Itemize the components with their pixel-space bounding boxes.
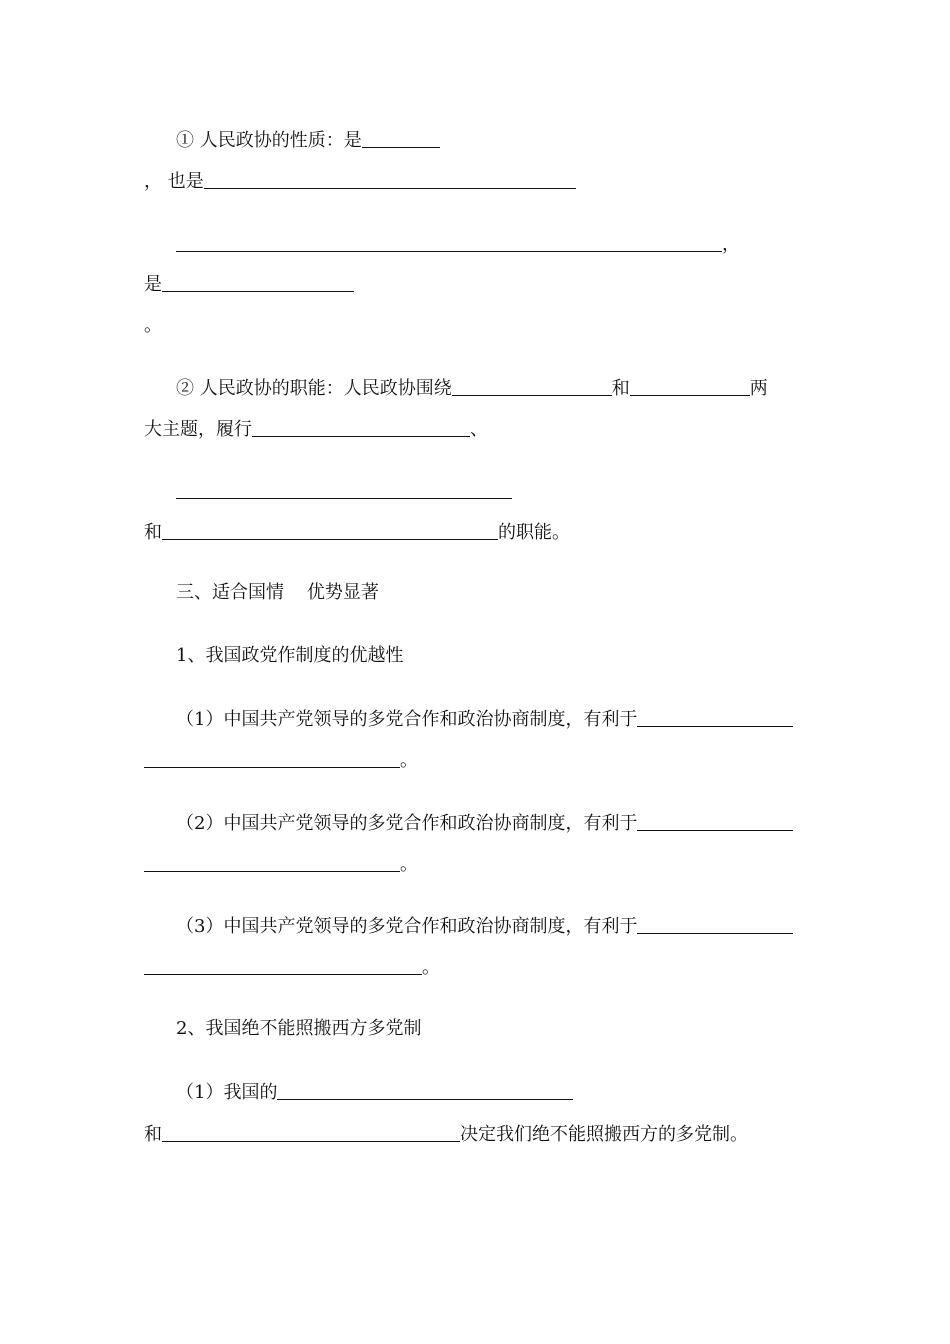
item-prefix: （1）中国共产党领导的多党合作和政治协商制度，有利于: [176, 709, 638, 730]
sub2-item1-line2: [144, 1121, 748, 1147]
period-text: 。: [400, 854, 418, 875]
functions-end-text: 的职能。: [498, 522, 570, 543]
blank-field[interactable]: [637, 706, 793, 727]
functions-label: ② 人民政协的职能：人民政协围绕: [176, 378, 452, 399]
sub2-end-text: 决定我们绝不能照搬西方的多党制。: [460, 1124, 748, 1145]
and-text: 和: [144, 1124, 162, 1145]
nature-line-2: [144, 168, 576, 194]
blank-field[interactable]: [277, 1079, 573, 1100]
blank-field[interactable]: [637, 913, 793, 934]
and-text: 和: [611, 378, 630, 399]
is-text: 是: [144, 274, 162, 295]
blank-field[interactable]: [144, 851, 400, 872]
item-prefix: （2）中国共产党领导的多党合作和政治协商制度，有利于: [176, 813, 638, 834]
nature-line-3: [176, 231, 740, 257]
perform-text: 大主题，履行: [144, 419, 252, 440]
blank-field[interactable]: [630, 375, 750, 396]
blank-field[interactable]: [162, 1121, 460, 1142]
blank-field[interactable]: [176, 231, 722, 252]
blank-field[interactable]: [144, 747, 400, 768]
and-text: 和: [144, 522, 162, 543]
sub1-item2-line2: [144, 851, 418, 877]
blank-field[interactable]: [637, 810, 793, 831]
nature-line-5: [144, 314, 162, 338]
blank-field[interactable]: [252, 416, 470, 437]
blank-field[interactable]: [204, 168, 576, 189]
functions-line-2: [144, 416, 488, 442]
nature-line-4: [144, 271, 354, 297]
blank-field[interactable]: [144, 954, 422, 975]
functions-line-4: [144, 519, 570, 545]
period-text: 。: [400, 750, 418, 771]
blank-field[interactable]: [452, 375, 612, 396]
sub1-item1-line1: [176, 706, 793, 732]
sub1-title: 1、我国政党作制度的优越性: [176, 645, 404, 666]
sub2-item1-line1: [176, 1079, 573, 1105]
functions-line-3: [176, 478, 512, 504]
comma-text: ，: [722, 234, 740, 255]
sub1-item3-line1: [176, 913, 793, 939]
item-prefix: （3）中国共产党领导的多党合作和政治协商制度，有利于: [176, 916, 638, 937]
dun-text: 、: [470, 419, 488, 440]
nature-label: ① 人民政协的性质：是: [176, 130, 362, 151]
blank-field[interactable]: [362, 127, 440, 148]
comma-also-text: ， 也是: [144, 171, 204, 192]
sub1-item2-line1: [176, 810, 793, 836]
period-text: 。: [422, 957, 440, 978]
blank-field[interactable]: [176, 478, 512, 499]
blank-field[interactable]: [162, 519, 498, 540]
two-text: 两: [749, 378, 768, 399]
period-text: 。: [144, 315, 162, 336]
item-prefix: （1）我国的: [176, 1082, 278, 1103]
sub1-item1-line2: [144, 747, 418, 773]
section-3-heading: 三、适合国情 优势显著: [176, 582, 379, 603]
sub1-item3-line2: [144, 954, 440, 980]
functions-line-1: [176, 375, 768, 401]
nature-line-1: [176, 127, 440, 153]
sub2-title: 2、我国绝不能照搬西方多党制: [176, 1018, 422, 1039]
blank-field[interactable]: [162, 271, 354, 292]
